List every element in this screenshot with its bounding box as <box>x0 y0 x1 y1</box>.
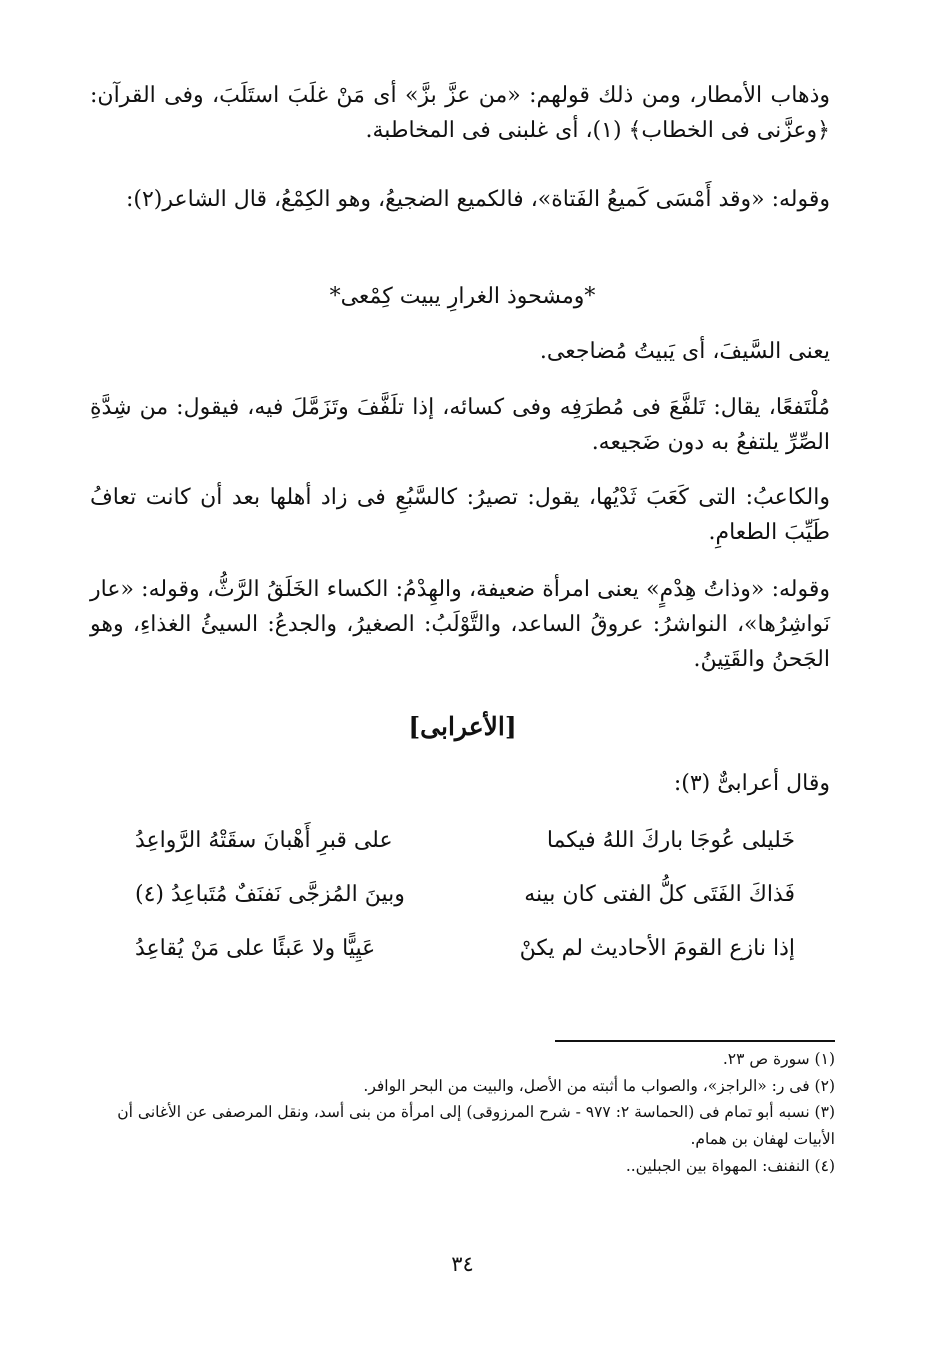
poem-verses <box>135 828 795 990</box>
footnote: (١) سورة ص ٢٣. <box>722 1050 835 1068</box>
verse-row <box>135 936 795 990</box>
paragraph-4: مُلْتَفعًا، يقال: تَلفَّعَ فى مُطرَفِه وفى كسائه، إذا تلَفَّفَ وتَزَمَّلَ فيه، فيقول: من شِدَّةِ الصِّرِّ يلتفعُ به دون ضَجيعه. <box>90 395 830 456</box>
footnotes <box>100 1046 835 1179</box>
paragraph-1: وذهاب الأمطار، ومن ذلك قولهم: «من عزَّ بزَّ» أى مَنْ غلَبَ استَلَبَ، وفى القرآن: ﴿وعزَّنى فى الخطاب﴾ (١)، أى غلبنى فى المخاطبة. <box>90 83 830 144</box>
verse-second-hemistich: عَيِيًّا ولا عَبئًا على مَنْ يُقاعِدُ <box>135 936 376 961</box>
footnote: (٤) النفنف: المهواة بين الجبلين.. <box>625 1156 835 1175</box>
page-number: ٣٤ <box>451 1252 474 1276</box>
intro-line: وقال أعرابىٌّ (٣): <box>673 771 830 796</box>
verse-row <box>135 828 795 882</box>
verse-second-hemistich: على قبرِ أَهْبانَ سقَتْهُ الرَّواعِدُ <box>135 828 393 853</box>
verse-first-hemistich: خَليلى عُوجَا باركَ اللهُ فيكما <box>546 828 795 853</box>
paragraph-3: يعنى السَّيفَ، أى يَبيتُ مُضاجعى. <box>539 339 830 364</box>
section-heading: [الأعرابى] <box>408 712 517 741</box>
verse-first-hemistich: فَذاكَ الفَتَى كلُّ الفتى كان بينه <box>524 882 795 907</box>
verse-first-hemistich: إذا نازع القومَ الأحاديث لم يكنْ <box>519 936 795 961</box>
quoted-verse: *ومشحوذ الغرارِ يبيت كِمْعى* <box>329 284 596 309</box>
verse-second-hemistich: وبينَ المُزجَّى نَفنَفٌ مُتَباعِدُ (٤) <box>135 882 405 907</box>
paragraph-2: وقوله: «وقد أَمْسَى كَميعُ الفَتاة»، فالكميع الضجيعُ، وهو الكِمْعُ، قال الشاعر(٢): <box>125 187 830 212</box>
footnote: (٢) فى ر: «الراجز»، والصواب ما أثبته من الأصل، والبيت من البحر الوافر. <box>363 1076 835 1095</box>
footnote-divider <box>555 1040 835 1042</box>
footnote: (٣) نسبه أبو تمام فى (الحماسة ٢: ٩٧٧ - شرح المرزوقى) إلى امرأة من بنى أسد، ونقل المرصفى عن الأغانى أن الأبيات لهفان بن همام. <box>117 1103 835 1148</box>
paragraph-5: والكاعبُ: التى كَعَبَ ثَدْيُها، يقول: تصيرُ: كالسَّبُعِ فى زاد أهلها بعد أن كانت تعافُ طَيِّبَ الطعامِ. <box>90 485 830 546</box>
paragraph-6: وقوله: «وذاتُ هِدْمٍ» يعنى امرأة ضعيفة، والهِدْمُ: الكساء الخَلَقُ الرَّثُّ، وقوله: «عار نَواشِرُها»، النواشرُ: عروقُ الساعد، والتَّوْلَبُ: الصغيرُ، والجدعُ: السيئُ الغذاءِ، وهو الجَحنُ والقَتِينُ. <box>90 577 830 673</box>
verse-row <box>135 882 795 936</box>
